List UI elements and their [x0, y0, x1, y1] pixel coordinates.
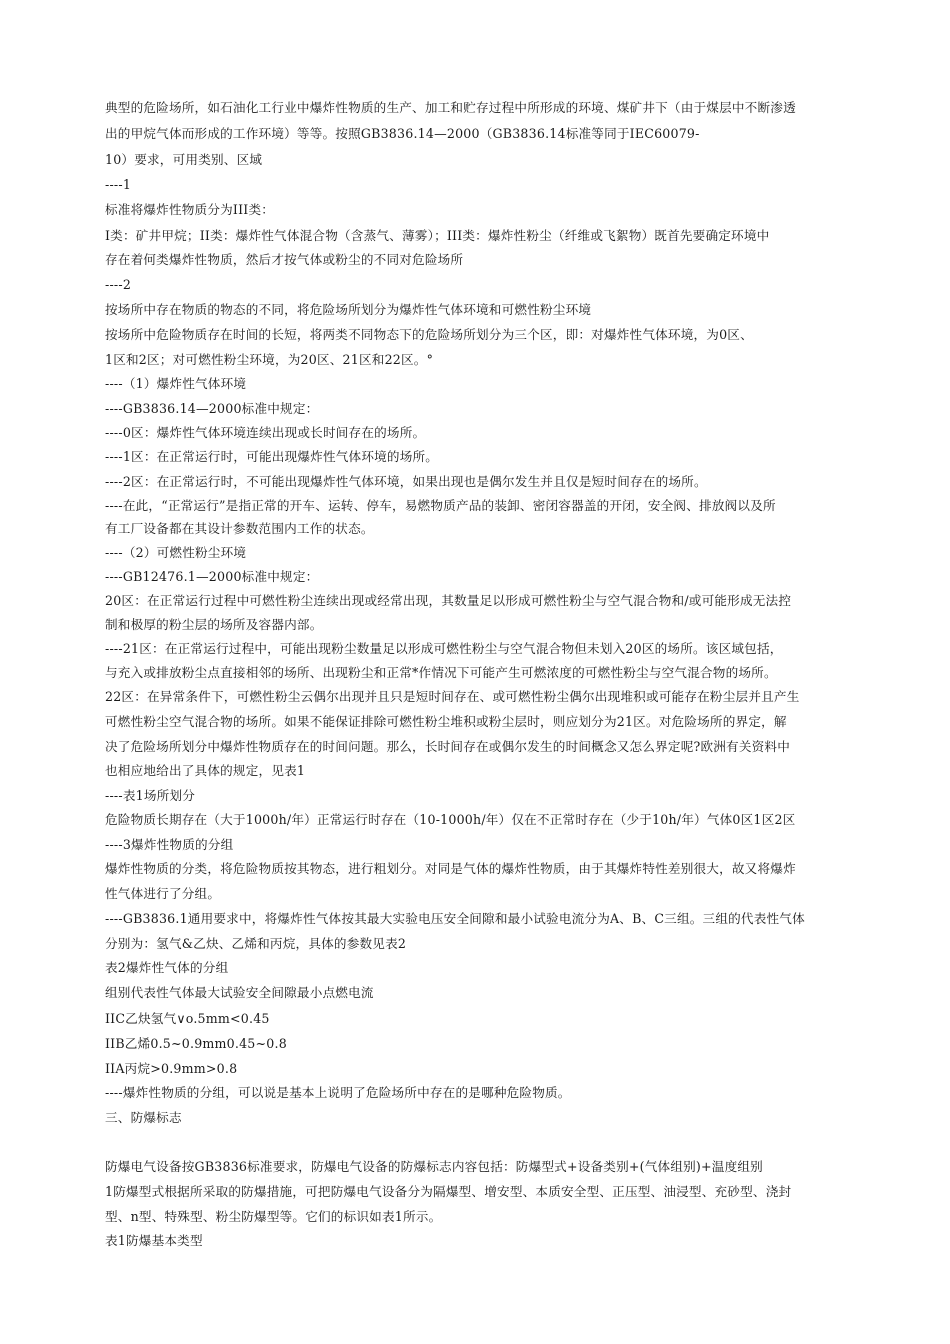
text-line: 1防爆型式根据所采取的防爆措施，可把防爆电气设备分为隔爆型、增安型、本质安全型、正压型、油浸型、充砂型、浇封 — [105, 1184, 792, 1199]
text-line: ----21区：在正常运行过程中，可能出现粉尘数量足以形成可燃性粉尘与空气混合物但未划入20区的场所。该区域包括， — [105, 641, 783, 656]
text-line: 性气体进行了分组。 — [105, 886, 221, 901]
text-line: 型、n型、特殊型、粉尘防爆型等。它们的标识如表1所示。 — [105, 1209, 442, 1224]
section-heading: 三、防爆标志 — [105, 1110, 182, 1125]
text-line: IIB乙烯0.5~0.9mm0.45~0.8 — [105, 1036, 287, 1051]
text-line: ----表1场所划分 — [105, 788, 196, 803]
text-line: ----（1）爆炸性气体环境 — [105, 376, 247, 391]
text-line: 22区：在异常条件下，可燃性粉尘云偶尔出现并且只是短时间存在、或可燃性粉尘偶尔出现堆积或可能存在粉尘层并且产生 — [105, 689, 800, 704]
text-line: 20区：在正常运行过程中可燃性粉尘连续出现或经常出现，其数量足以形成可燃性粉尘与空气混合物和/或可能形成无法控 — [105, 593, 792, 608]
text-line: 也相应地给出了具体的规定，见表1 — [105, 763, 306, 778]
text-line: 可燃性粉尘空气混合物的场所。如果不能保证排除可燃性粉尘堆积或粉尘层时，则应划分为21区。对危险场所的界定，解 — [105, 714, 787, 729]
text-line: 标准将爆炸性物质分为III类： — [105, 202, 275, 217]
text-line: 典型的危险场所，如石油化工行业中爆炸性物质的生产、加工和贮存过程中所形成的环境、煤矿井下（由于煤层中不断渗透 — [105, 100, 796, 115]
text-line: 出的甲烷气体而形成的工作环境）等等。按照GB3836.14—2000（GB3836.14标准等同于IEC60079- — [105, 126, 700, 141]
text-line: 组别代表性气体最大试验安全间隙最小点燃电流 — [105, 985, 374, 1000]
text-line: I类：矿井甲烷；II类：爆炸性气体混合物（含蒸气、薄雾）；III类：爆炸性粉尘（纤维或飞絮物）既首先要确定环境中 — [105, 228, 770, 243]
text-line: IIA丙烷>0.9mm>0.8 — [105, 1061, 238, 1076]
text-line: 存在着何类爆炸性物质，然后才按气体或粉尘的不同对危险场所 — [105, 252, 464, 267]
text-line: 爆炸性物质的分类，将危险物质按其物态，进行粗划分。对同是气体的爆炸性物质，由于其爆炸特性差别很大，故又将爆炸 — [105, 861, 796, 876]
text-line: ----GB12476.1—2000标准中规定： — [105, 569, 319, 584]
text-line: 制和极厚的粉尘层的场所及容器内部。 — [105, 617, 323, 632]
text-line: 分别为：氢气&乙炔、乙烯和丙烷，具体的参数见表2 — [105, 936, 407, 951]
text-line: 10）要求，可用类别、区域 — [105, 152, 263, 167]
text-line: 危险物质长期存在（大于1000h/年）正常运行时存在（10-1000h/年）仅在不正常时存在（少于10h/年）气体0区1区2区 — [105, 812, 796, 827]
text-line: ----0区：爆炸性气体环境连续出现或长时间存在的场所。 — [105, 425, 426, 440]
text-line: 防爆电气设备按GB3836标准要求，防爆电气设备的防爆标志内容包括：防爆型式+设备类别+(气体组别)+温度组别 — [105, 1159, 763, 1174]
text-line: ----3爆炸性物质的分组 — [105, 837, 234, 852]
text-line: 有工厂设备都在其设计参数范围内工作的状态。 — [105, 521, 374, 536]
text-line: ----2 — [105, 277, 132, 292]
text-line: ----爆炸性物质的分组，可以说是基本上说明了危险场所中存在的是哪种危险物质。 — [105, 1085, 571, 1100]
text-line: 表2爆炸性气体的分组 — [105, 960, 229, 975]
text-line: IIC乙炔氢气∨o.5mm<0.45 — [105, 1011, 270, 1026]
text-line: 表1防爆基本类型 — [105, 1233, 203, 1248]
text-line: ----GB3836.1通用要求中，将爆炸性气体按其最大实验电压安全间隙和最小试验电流分为A、B、C三组。三组的代表性气体 — [105, 911, 805, 926]
text-line: ----（2）可燃性粉尘环境 — [105, 545, 247, 560]
text-line: 1区和2区；对可燃性粉尘环境，为20区、21区和22区。° — [105, 352, 434, 367]
text-line: ----GB3836.14—2000标准中规定： — [105, 401, 319, 416]
text-line: 按场所中存在物质的物态的不同，将危险场所划分为爆炸性气体环境和可燃性粉尘环境 — [105, 302, 592, 317]
text-line: 决了危险场所划分中爆炸性物质存在的时间问题。那么，长时间存在或偶尔发生的时间概念又怎么界定呢?欧洲有关资料中 — [105, 739, 791, 754]
text-line: 与充入或排放粉尘点直接相邻的场所、出现粉尘和正常*作情况下可能产生可燃浓度的可燃性粉尘与空气混合物的场所。 — [105, 665, 777, 680]
text-line: ----在此，“正常运行”是指正常的开车、运转、停车，易燃物质产品的装卸、密闭容器盖的开闭，安全阀、排放阀以及所 — [105, 498, 776, 513]
text-line: ----1 — [105, 177, 132, 192]
text-line: ----1区：在正常运行时，可能出现爆炸性气体环境的场所。 — [105, 449, 439, 464]
text-line: ----2区：在正常运行时，不可能出现爆炸性气体环境，如果出现也是偶尔发生并且仅是短时间存在的场所。 — [105, 474, 707, 489]
text-line: 按场所中危险物质存在时间的长短，将两类不同物态下的危险场所划分为三个区，即：对爆炸性气体环境，为0区、 — [105, 327, 753, 342]
